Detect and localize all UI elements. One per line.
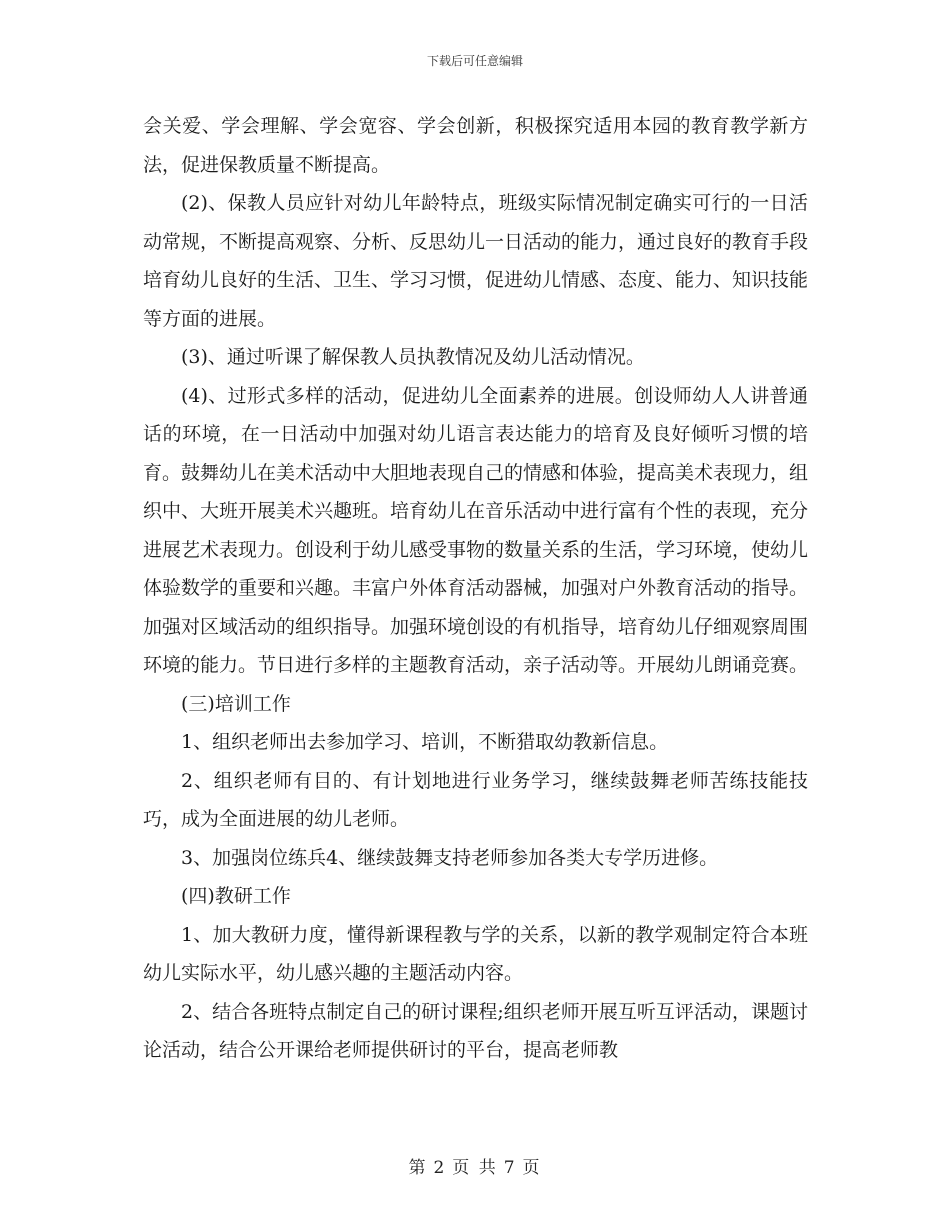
paragraph-2: (2)、保教人员应针对幼儿年龄特点，班级实际情况制定确实可行的一日活动常规，不断提高观察、分析、反思幼儿一日活动的能力，通过良好的教育手段培育幼儿良好的生活、卫生、学习习惯，促进幼儿情感、态度、能力、知识技能等方面的进展。 [143, 192, 809, 330]
section-heading-training: (三)培训工作 [181, 692, 291, 715]
paragraph-7: 3、加强岗位练兵4、继续鼓舞支持老师参加各类大专学历进修。 [181, 846, 719, 869]
paragraph-9: 2、结合各班特点制定自己的研讨课程;组织老师开展互听互评活动，课题讨论活动，结合公开课给老师提供研讨的平台，提高老师教 [143, 1000, 808, 1061]
paragraph-4: (4)、过形式多样的活动，促进幼儿全面素养的进展。创设师幼人人讲普通话的环境，在一日活动中加强对幼儿语言表达能力的培育及良好倾听习惯的培育。鼓舞幼儿在美术活动中大胆地表现自己的情感和体验，提高美术表现力，组织中、大班开展美术兴趣班。培育幼儿在音乐活动中进行富有个性的表现，充分进展艺术表现力。创设利于幼儿感受事物的数量关系的生活，学习环境，使幼儿体验数学的重要和兴趣。丰富户外体育活动器械，加强对户外教育活动的指导。加强对区域活动的组织指导。加强环境创设的有机指导，培育幼儿仔细观察周围环境的能力。节日进行多样的主题教育活动，亲子活动等。开展幼儿朗诵竞赛。 [143, 384, 809, 676]
paragraph-1: 会关爱、学会理解、学会宽容、学会创新，积极探究适用本园的教育教学新方法，促进保教质量不断提高。 [143, 115, 808, 176]
footer-suffix: 页 [522, 1158, 542, 1178]
footer-prefix: 第 [408, 1158, 428, 1178]
section-heading-research: (四)教研工作 [181, 885, 291, 907]
page-total: 7 [503, 1158, 517, 1178]
paragraph-3: (3)、通过听课了解保教人员执教情况及幼儿活动情况。 [181, 346, 645, 368]
footer-middle: 页 共 [452, 1158, 498, 1178]
paragraph-6: 2、组织老师有目的、有计划地进行业务学习，继续鼓舞老师苦练技能技巧，成为全面进展的幼儿老师。 [143, 769, 808, 830]
page-footer [0, 1153, 950, 1178]
page-header: 下载后可任意编辑 [426, 54, 523, 68]
paragraph-5: 1、组织老师出去参加学习、培训，不断猎取幼教新信息。 [181, 731, 669, 753]
document-body [143, 107, 808, 1070]
page-number: 2 [433, 1158, 447, 1178]
paragraph-8: 1、加大教研力度，懂得新课程教与学的关系，以新的教学观制定符合本班幼儿实际水平，幼儿感兴趣的主题活动内容。 [143, 923, 808, 984]
